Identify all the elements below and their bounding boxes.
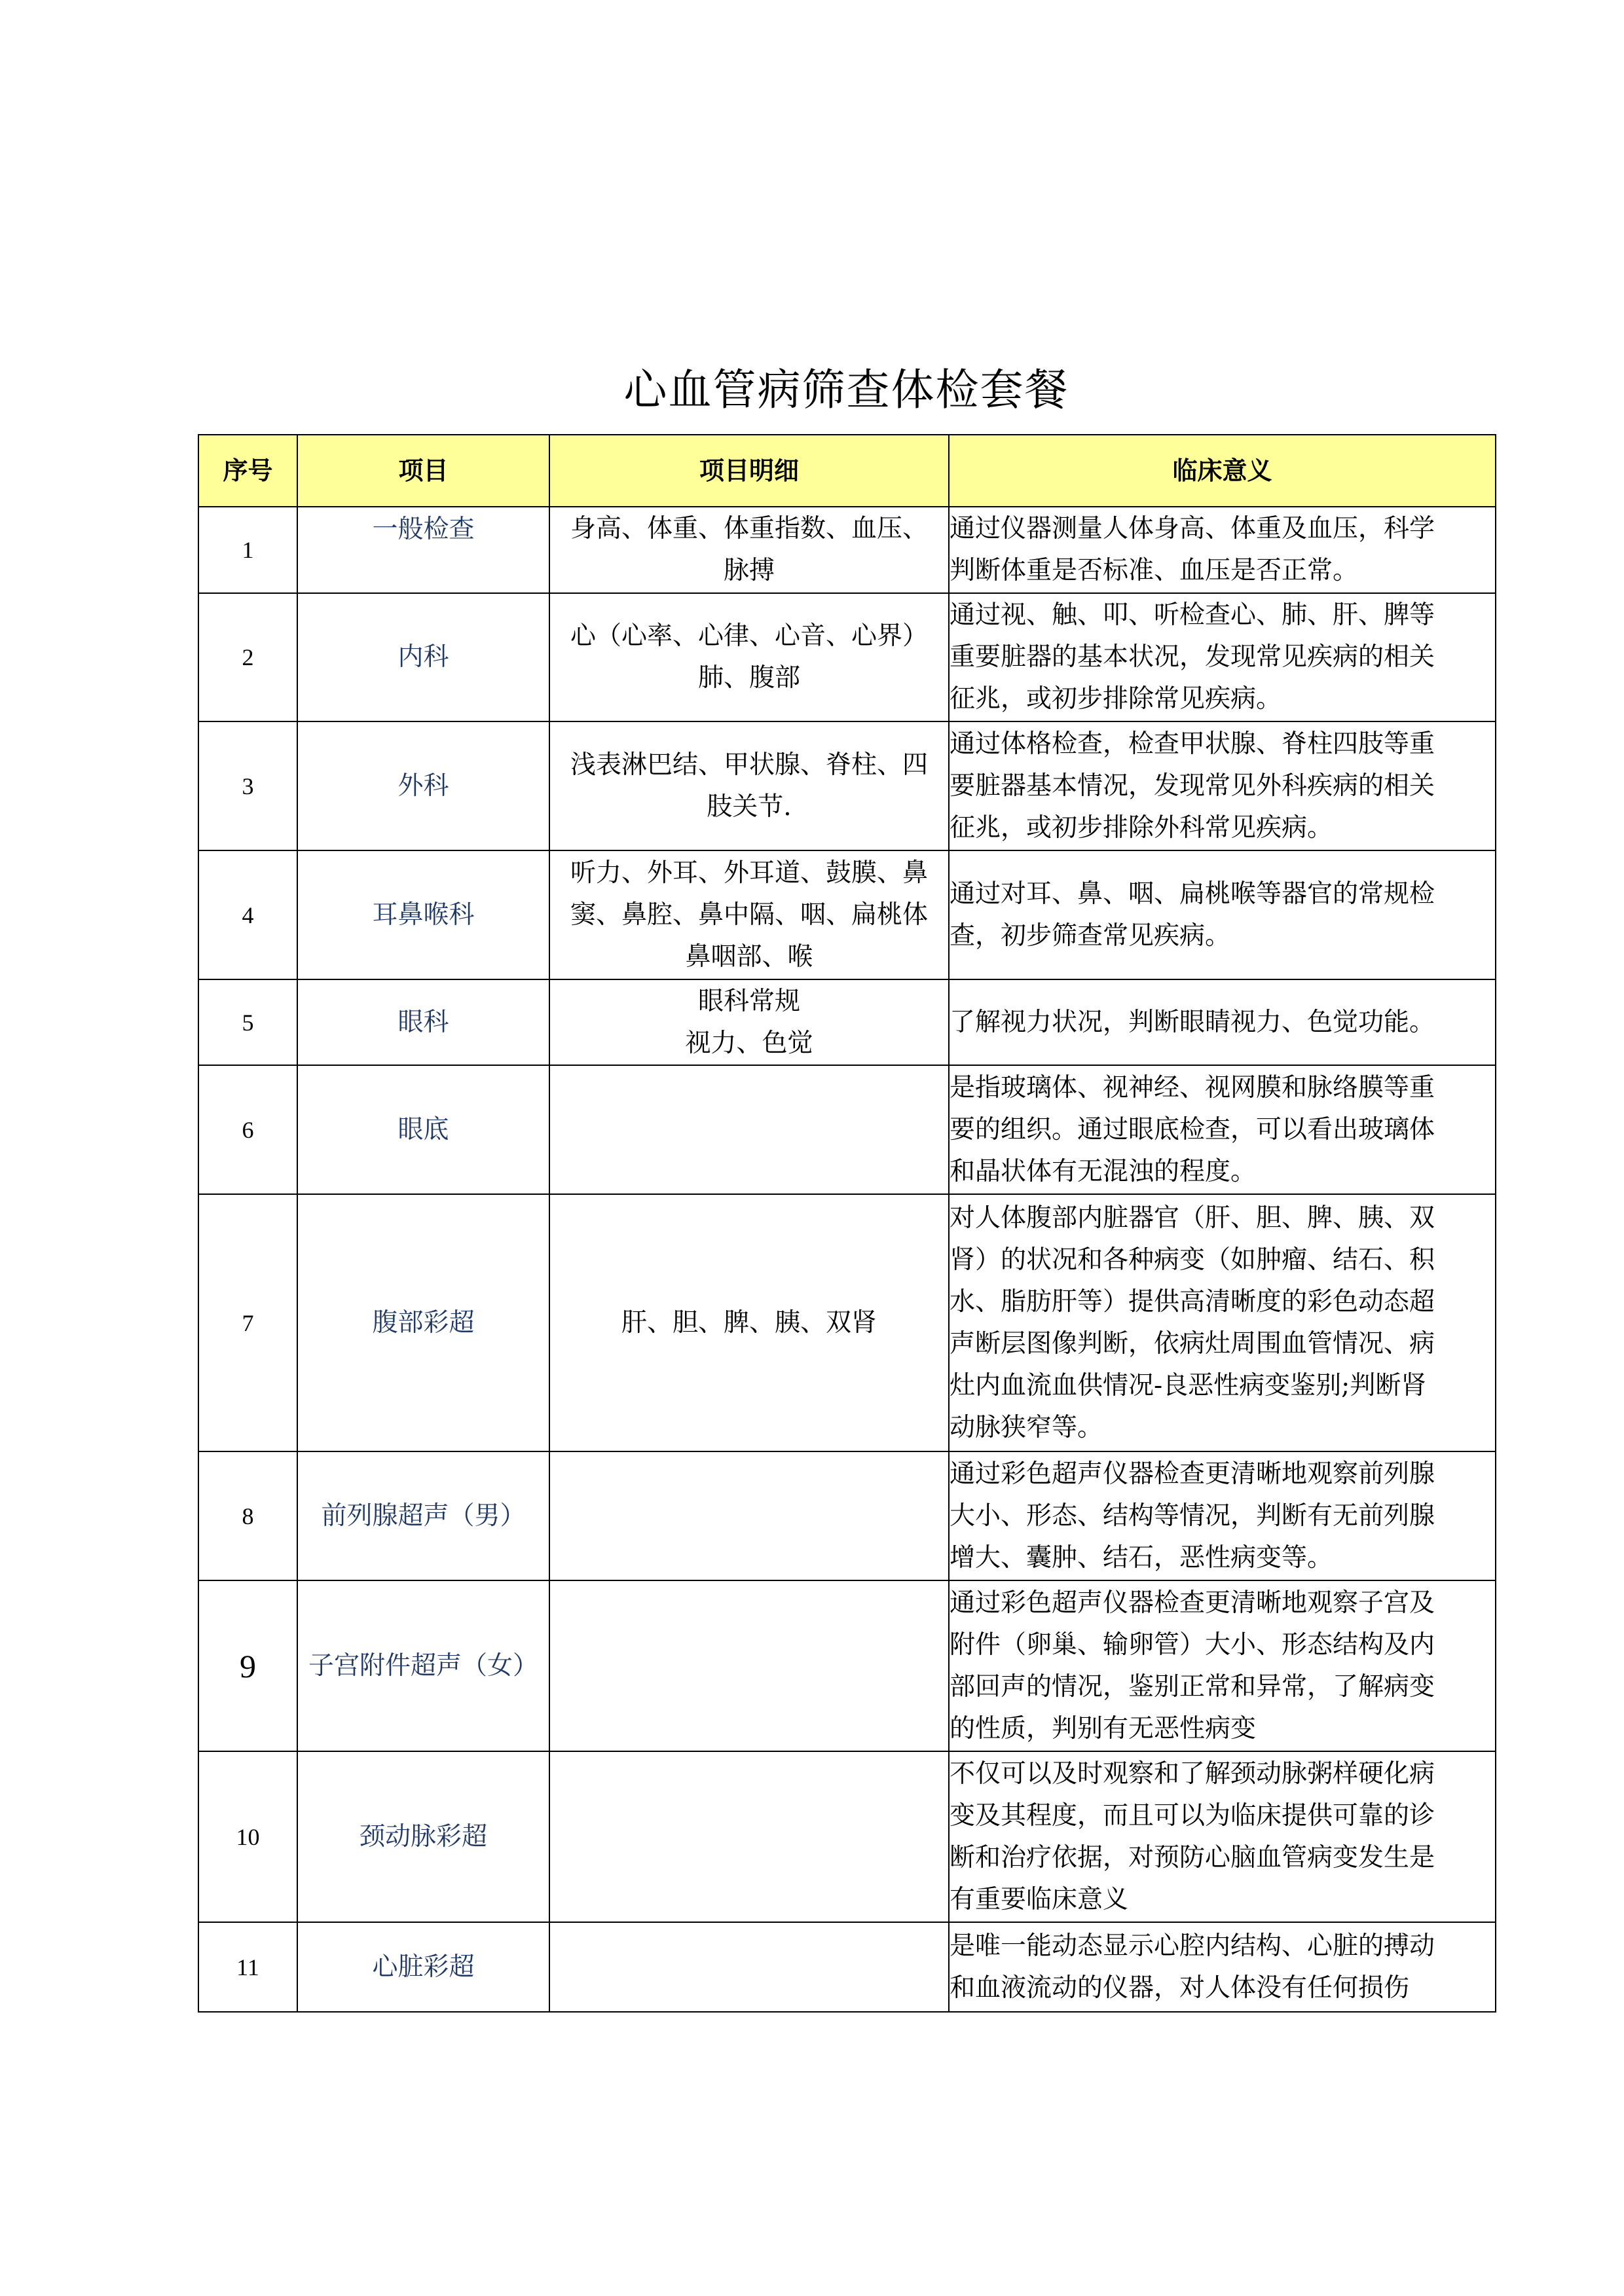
- table-row: [198, 721, 1496, 850]
- item-name: 外科: [297, 721, 549, 850]
- header-item: 项目: [297, 435, 549, 507]
- row-number: 2: [198, 593, 297, 721]
- row-number: 9: [198, 1580, 297, 1751]
- clinical-significance: 通过对耳、鼻、咽、扁桃喉等器官的常规检 查，初步筛查常见疾病。: [949, 850, 1496, 979]
- item-detail-empty: [549, 1751, 949, 1922]
- header-no: 序号: [198, 435, 297, 507]
- table-row: [198, 1194, 1496, 1451]
- row-number: 8: [198, 1451, 297, 1580]
- header-significance: 临床意义: [949, 435, 1496, 507]
- clinical-significance: 了解视力状况，判断眼睛视力、色觉功能。: [949, 979, 1496, 1065]
- row-number: 6: [198, 1065, 297, 1194]
- row-number: 10: [198, 1751, 297, 1922]
- clinical-significance: 通过视、触、叩、听检查心、肺、肝、脾等 重要脏器的基本状况，发现常见疾病的相关 征兆，或初步排除常见疾病。: [949, 593, 1496, 721]
- document-title: 心血管病筛查体检套餐: [623, 365, 1069, 415]
- item-name: 心脏彩超: [297, 1922, 549, 2012]
- row-number: 5: [198, 979, 297, 1065]
- table-row: [198, 593, 1496, 721]
- item-name: 眼底: [297, 1065, 549, 1194]
- header-detail: 项目明细: [549, 435, 949, 507]
- item-detail-empty: [549, 1922, 949, 2012]
- item-detail: 浅表淋巴结、甲状腺、脊柱、四 肢关节.: [549, 721, 949, 850]
- row-number: 11: [198, 1922, 297, 2012]
- item-detail: 身高、体重、体重指数、血压、 脉搏: [549, 507, 949, 593]
- item-detail-empty: [549, 1451, 949, 1580]
- row-number: 4: [198, 850, 297, 979]
- clinical-significance: 通过体格检查，检查甲状腺、脊柱四肢等重 要脏器基本情况，发现常见外科疾病的相关 征兆，或初步排除外科常见疾病。: [949, 721, 1496, 850]
- item-name: 前列腺超声（男）: [297, 1451, 549, 1580]
- item-detail: 心（心率、心律、心音、心界） 肺、腹部: [549, 593, 949, 721]
- item-name: 眼科: [297, 979, 549, 1065]
- item-name: 耳鼻喉科: [297, 850, 549, 979]
- table-row: [198, 850, 1496, 979]
- table-row: [198, 507, 1496, 593]
- clinical-significance: 对人体腹部内脏器官（肝、胆、脾、胰、双 肾）的状况和各种病变（如肿瘤、结石、积 水、脂肪肝等）提供高清晰度的彩色动态超 声断层图像判断，依病灶周围血管情况、病 灶内血流血供情况-良恶性病变鉴别;判断肾 动脉狭窄等。: [949, 1194, 1496, 1451]
- table-row: [198, 1580, 1496, 1751]
- clinical-significance: 是唯一能动态显示心腔内结构、心脏的搏动 和血液流动的仪器，对人体没有任何损伤: [949, 1922, 1496, 2012]
- item-detail: 听力、外耳、外耳道、鼓膜、鼻 窦、鼻腔、鼻中隔、咽、扁桃体 鼻咽部、喉: [549, 850, 949, 979]
- item-name: 一般检查: [297, 507, 549, 593]
- item-detail: 眼科常规 视力、色觉: [549, 979, 949, 1065]
- table-row: [198, 1065, 1496, 1194]
- item-detail: 肝、胆、脾、胰、双肾: [549, 1194, 949, 1451]
- clinical-significance: 通过仪器测量人体身高、体重及血压，科学 判断体重是否标准、血压是否正常。: [949, 507, 1496, 593]
- clinical-significance: 是指玻璃体、视神经、视网膜和脉络膜等重 要的组织。通过眼底检查，可以看出玻璃体 和晶状体有无混浊的程度。: [949, 1065, 1496, 1194]
- row-number: 3: [198, 721, 297, 850]
- item-detail-empty: [549, 1065, 949, 1194]
- item-name: 腹部彩超: [297, 1194, 549, 1451]
- clinical-significance: 不仅可以及时观察和了解颈动脉粥样硬化病 变及其程度，而且可以为临床提供可靠的诊 断和治疗依据，对预防心脑血管病变发生是 有重要临床意义: [949, 1751, 1496, 1922]
- clinical-significance: 通过彩色超声仪器检查更清晰地观察前列腺 大小、形态、结构等情况，判断有无前列腺 增大、囊肿、结石，恶性病变等。: [949, 1451, 1496, 1580]
- table-row: [198, 979, 1496, 1065]
- checkup-package-table: [198, 434, 1496, 2013]
- item-name: 颈动脉彩超: [297, 1751, 549, 1922]
- row-number: 7: [198, 1194, 297, 1451]
- clinical-significance: 通过彩色超声仪器检查更清晰地观察子宫及 附件（卵巢、输卵管）大小、形态结构及内 部回声的情况，鉴别正常和异常，了解病变 的性质，判别有无恶性病变: [949, 1580, 1496, 1751]
- table-row: [198, 1922, 1496, 2012]
- item-name: 内科: [297, 593, 549, 721]
- row-number: 1: [198, 507, 297, 593]
- item-detail-empty: [549, 1580, 949, 1751]
- table-row: [198, 1751, 1496, 1922]
- item-name: 子宫附件超声（女）: [297, 1580, 549, 1751]
- table-header-row: [198, 435, 1496, 507]
- table-row: [198, 1451, 1496, 1580]
